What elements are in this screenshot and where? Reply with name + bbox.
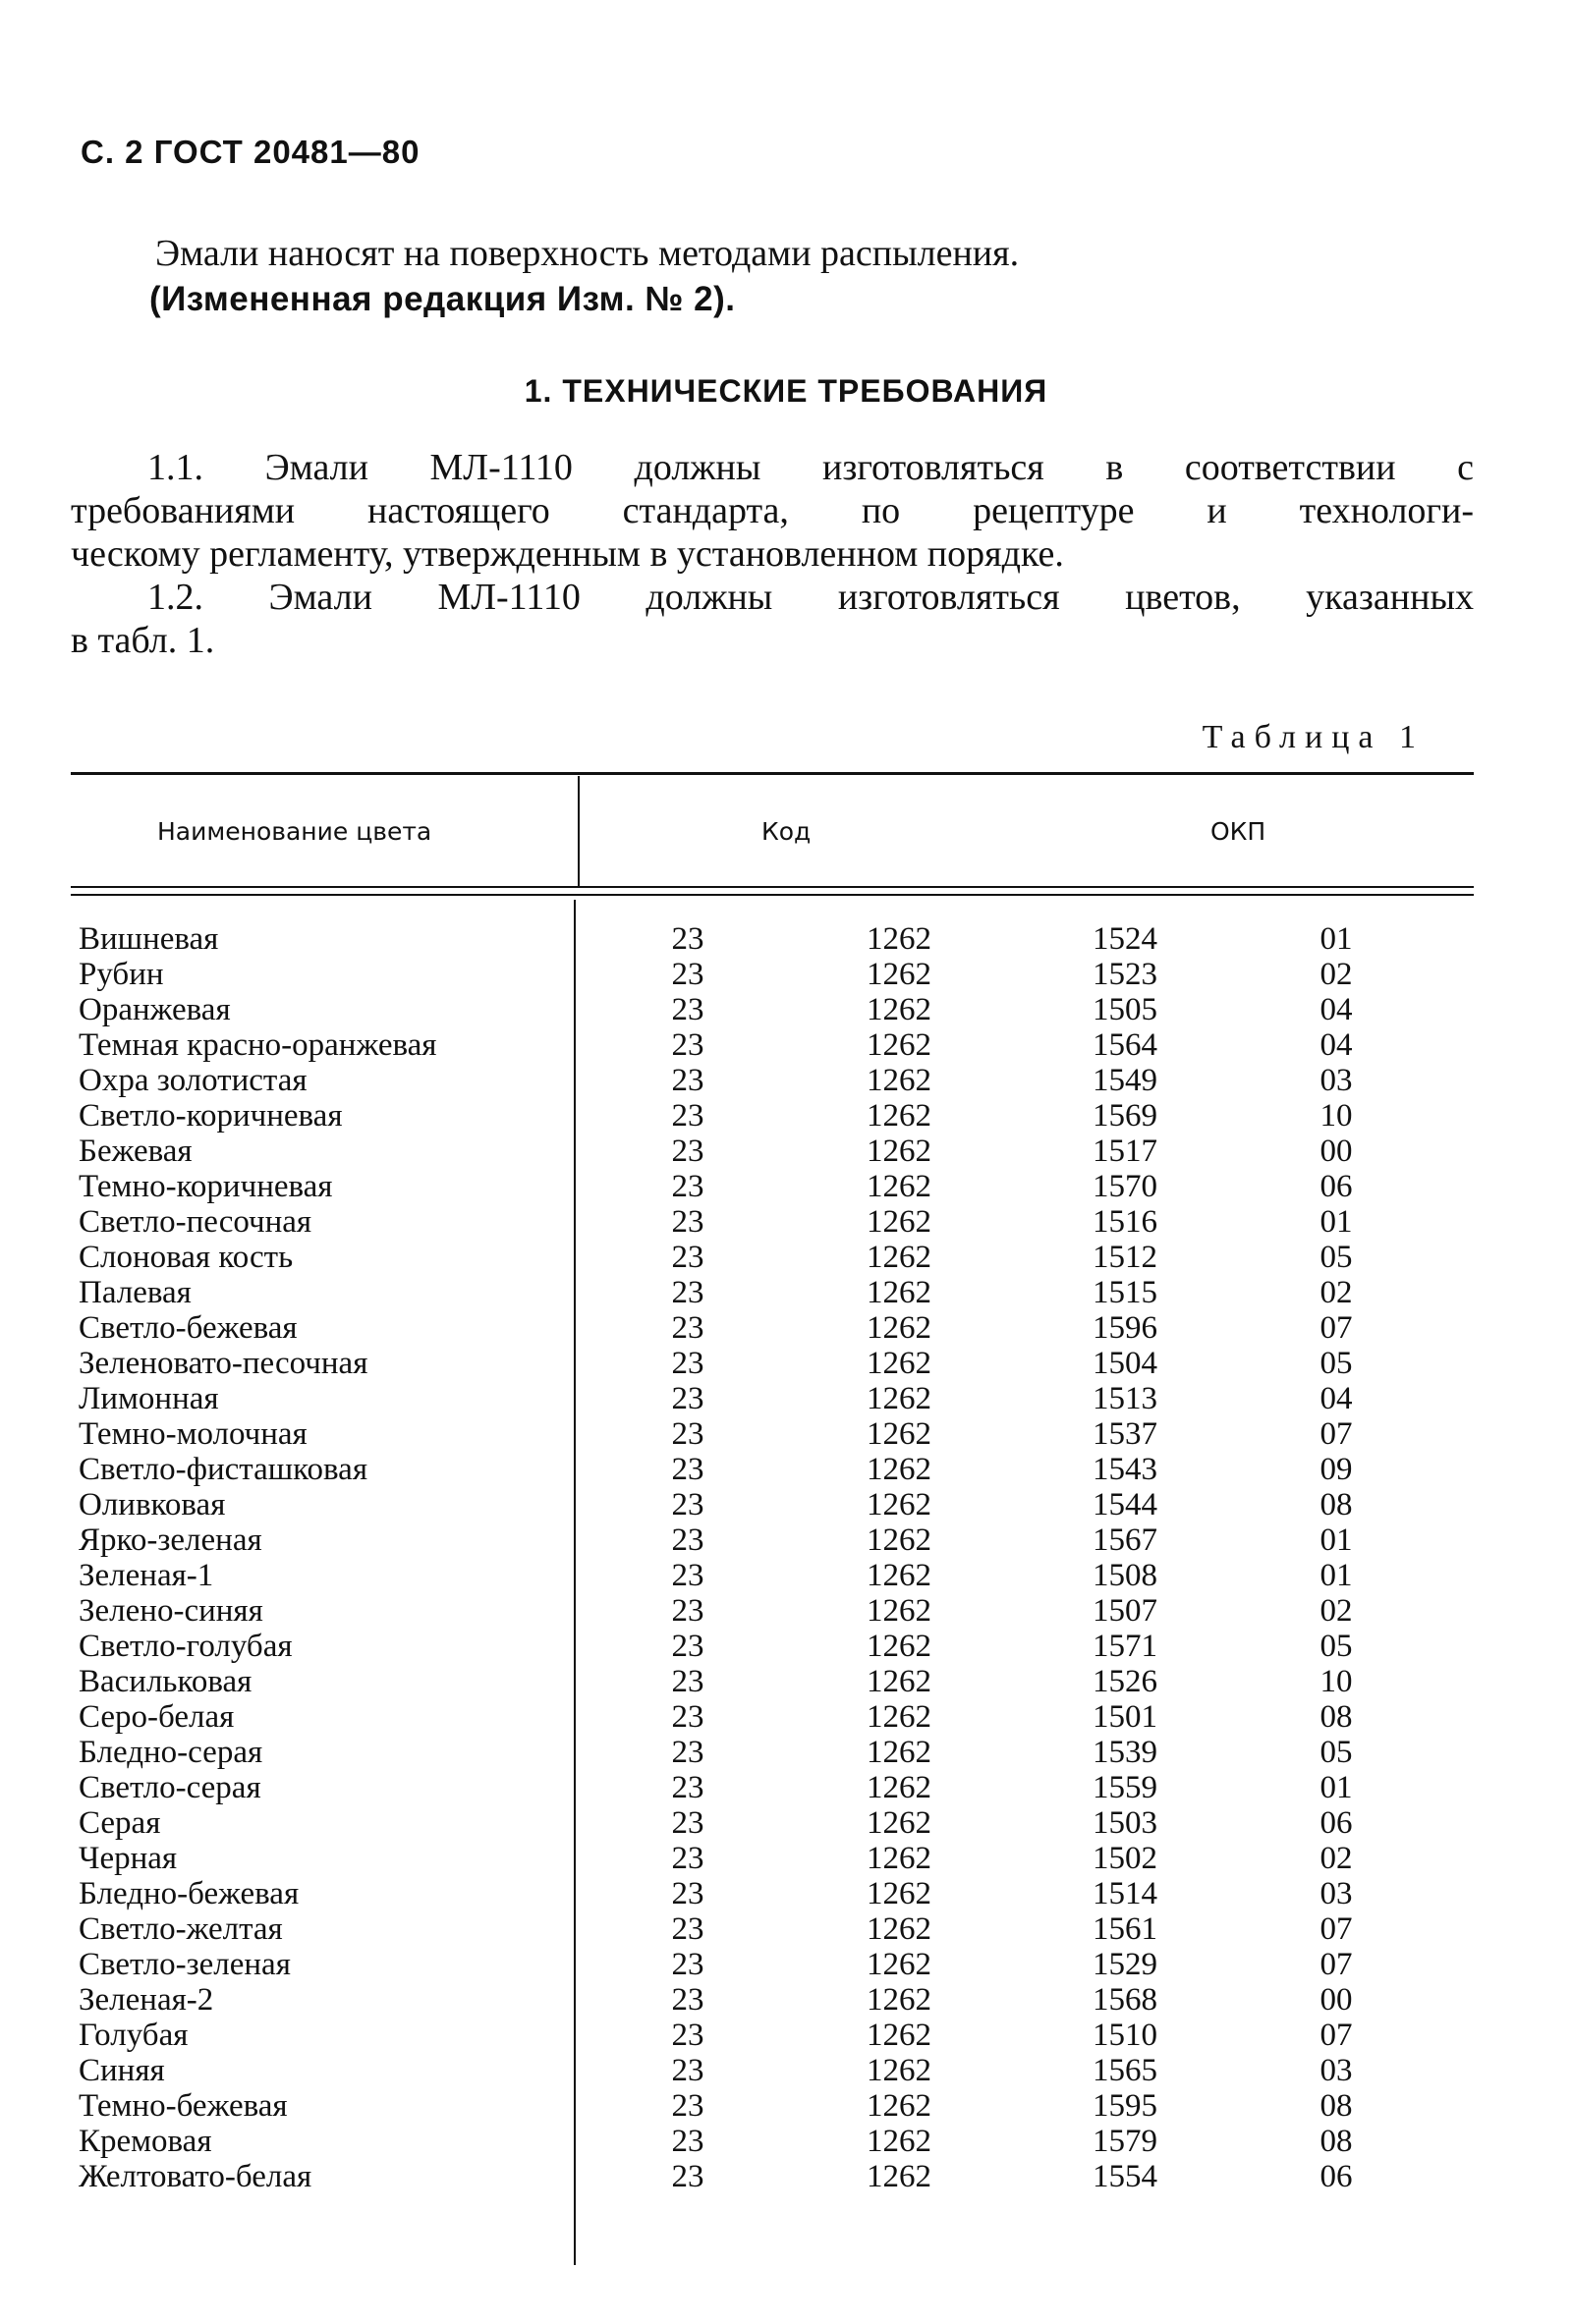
code-part-1: 23	[671, 2124, 704, 2159]
table-row	[79, 1487, 1474, 1522]
okp-part-2: 08	[1319, 2088, 1353, 2124]
okp-part-1: 1516	[1093, 1204, 1157, 1240]
table-row	[79, 1346, 1474, 1381]
okp-part-1: 1508	[1093, 1558, 1157, 1593]
color-name: Палевая	[79, 1275, 192, 1310]
okp-part-2: 01	[1319, 1558, 1353, 1593]
table-row	[79, 1558, 1474, 1593]
code-part-1: 23	[671, 1204, 704, 1240]
okp-part-2: 07	[1319, 2018, 1353, 2053]
code-part-1: 23	[671, 1487, 704, 1522]
okp-part-1: 1539	[1093, 1735, 1157, 1770]
code-part-1: 23	[671, 1346, 704, 1381]
okp-part-2: 04	[1319, 992, 1353, 1027]
code-part-1: 23	[671, 1027, 704, 1063]
code-part-1: 23	[671, 1841, 704, 1876]
code-part-1: 23	[671, 1629, 704, 1664]
okp-part-1: 1559	[1093, 1770, 1157, 1805]
code-part-1: 23	[671, 1134, 704, 1169]
table-row	[79, 1027, 1474, 1063]
okp-part-2: 09	[1319, 1452, 1353, 1487]
code-part-1: 23	[671, 2159, 704, 2194]
clause-1-1-line-3: ческому регламенту, утвержденным в установленном порядке.	[71, 533, 1064, 575]
code-part-1: 23	[671, 1275, 704, 1310]
code-part-2: 1262	[867, 1947, 931, 1982]
color-name: Бежевая	[79, 1134, 193, 1169]
code-part-2: 1262	[867, 1699, 931, 1735]
okp-part-2: 08	[1319, 1699, 1353, 1735]
table-top-rule	[71, 772, 1474, 775]
code-part-2: 1262	[867, 1169, 931, 1204]
color-name: Слоновая кость	[79, 1240, 294, 1275]
code-part-2: 1262	[867, 1310, 931, 1346]
table-row	[79, 1452, 1474, 1487]
code-part-1: 23	[671, 1416, 704, 1452]
section-title: 1. ТЕХНИЧЕСКИЕ ТРЕБОВАНИЯ	[524, 373, 1048, 409]
header-rule-2	[71, 894, 1474, 896]
color-name: Светло-зеленая	[79, 1947, 291, 1982]
okp-part-2: 03	[1319, 1063, 1353, 1098]
table-row	[79, 992, 1474, 1027]
okp-part-1: 1504	[1093, 1346, 1157, 1381]
color-name: Ярко-зеленая	[79, 1522, 262, 1558]
code-part-2: 1262	[867, 2124, 931, 2159]
code-part-2: 1262	[867, 1735, 931, 1770]
okp-part-2: 08	[1319, 1487, 1353, 1522]
table-row	[79, 2088, 1474, 2124]
okp-part-1: 1526	[1093, 1664, 1157, 1699]
code-part-1: 23	[671, 1169, 704, 1204]
code-part-1: 23	[671, 1982, 704, 2018]
color-name: Темно-коричневая	[79, 1169, 333, 1204]
table-rows	[79, 921, 1474, 2194]
header-divider	[578, 776, 580, 886]
okp-part-2: 05	[1319, 1240, 1353, 1275]
okp-part-1: 1512	[1093, 1240, 1157, 1275]
okp-part-2: 01	[1319, 921, 1353, 957]
color-name: Охра золотистая	[79, 1063, 308, 1098]
okp-part-1: 1570	[1093, 1169, 1157, 1204]
color-name: Бледно-бежевая	[79, 1876, 300, 1911]
color-name: Зелено-синяя	[79, 1593, 263, 1629]
okp-part-2: 05	[1319, 1346, 1353, 1381]
table-row	[79, 1911, 1474, 1947]
table-row	[79, 1416, 1474, 1452]
code-part-2: 1262	[867, 992, 931, 1027]
okp-part-1: 1502	[1093, 1841, 1157, 1876]
okp-part-2: 07	[1319, 1416, 1353, 1452]
amendment-note: (Измененная редакция Изм. № 2).	[149, 280, 736, 318]
code-part-2: 1262	[867, 1275, 931, 1310]
header-color-name: Наименование цвета	[157, 817, 432, 846]
okp-part-2: 02	[1319, 957, 1353, 992]
code-part-2: 1262	[867, 1805, 931, 1841]
okp-part-2: 07	[1319, 1310, 1353, 1346]
okp-part-2: 01	[1319, 1770, 1353, 1805]
okp-part-1: 1507	[1093, 1593, 1157, 1629]
okp-part-1: 1513	[1093, 1381, 1157, 1416]
okp-part-1: 1561	[1093, 1911, 1157, 1947]
code-part-1: 23	[671, 1664, 704, 1699]
code-part-1: 23	[671, 1911, 704, 1947]
code-part-2: 1262	[867, 957, 931, 992]
color-name: Темно-бежевая	[79, 2088, 288, 2124]
table-row	[79, 1204, 1474, 1240]
color-name: Светло-голубая	[79, 1629, 293, 1664]
color-name: Лимонная	[79, 1381, 219, 1416]
table-caption: Таблица 1	[1202, 719, 1425, 755]
table-row	[79, 1098, 1474, 1134]
code-part-2: 1262	[867, 921, 931, 957]
okp-part-1: 1568	[1093, 1982, 1157, 2018]
table-row	[79, 2018, 1474, 2053]
okp-part-2: 06	[1319, 1805, 1353, 1841]
okp-part-2: 10	[1319, 1098, 1353, 1134]
color-name: Бледно-серая	[79, 1735, 263, 1770]
okp-part-1: 1567	[1093, 1522, 1157, 1558]
okp-part-1: 1529	[1093, 1947, 1157, 1982]
table-row	[79, 2053, 1474, 2088]
okp-part-1: 1596	[1093, 1310, 1157, 1346]
okp-part-1: 1517	[1093, 1134, 1157, 1169]
code-part-2: 1262	[867, 1982, 931, 2018]
color-name: Оранжевая	[79, 992, 231, 1027]
color-name: Светло-фисташковая	[79, 1452, 368, 1487]
table-row	[79, 1770, 1474, 1805]
color-name: Васильковая	[79, 1664, 253, 1699]
table-row	[79, 1841, 1474, 1876]
okp-part-1: 1537	[1093, 1416, 1157, 1452]
okp-part-1: 1569	[1093, 1098, 1157, 1134]
color-name: Темная красно-оранжевая	[79, 1027, 437, 1063]
okp-part-1: 1515	[1093, 1275, 1157, 1310]
color-name: Голубая	[79, 2018, 189, 2053]
color-name: Светло-бежевая	[79, 1310, 298, 1346]
code-part-2: 1262	[867, 2088, 931, 2124]
code-part-2: 1262	[867, 1770, 931, 1805]
okp-part-2: 05	[1319, 1629, 1353, 1664]
okp-part-2: 07	[1319, 1911, 1353, 1947]
okp-part-1: 1565	[1093, 2053, 1157, 2088]
table-row	[79, 1876, 1474, 1911]
table-row	[79, 1805, 1474, 1841]
okp-part-2: 02	[1319, 1841, 1353, 1876]
color-name: Оливковая	[79, 1487, 226, 1522]
code-part-1: 23	[671, 1876, 704, 1911]
code-part-2: 1262	[867, 1134, 931, 1169]
color-name: Вишневая	[79, 921, 219, 957]
table-row	[79, 1240, 1474, 1275]
okp-part-2: 01	[1319, 1522, 1353, 1558]
code-part-2: 1262	[867, 1558, 931, 1593]
page-header: С. 2 ГОСТ 20481—80	[81, 134, 421, 170]
okp-part-2: 04	[1319, 1027, 1353, 1063]
color-name: Кремовая	[79, 2124, 212, 2159]
color-name: Серая	[79, 1805, 161, 1841]
okp-part-2: 10	[1319, 1664, 1353, 1699]
code-part-2: 1262	[867, 1204, 931, 1240]
code-part-1: 23	[671, 1310, 704, 1346]
code-part-2: 1262	[867, 1841, 931, 1876]
okp-part-1: 1510	[1093, 2018, 1157, 2053]
code-part-1: 23	[671, 2053, 704, 2088]
okp-part-1: 1501	[1093, 1699, 1157, 1735]
okp-part-2: 02	[1319, 1593, 1353, 1629]
code-part-1: 23	[671, 1240, 704, 1275]
code-part-2: 1262	[867, 1240, 931, 1275]
clause-1-1-line-2: требованиями настоящего стандарта, по рецептуре и технологи-	[71, 490, 1474, 531]
okp-part-1: 1503	[1093, 1805, 1157, 1841]
code-part-1: 23	[671, 1452, 704, 1487]
code-part-1: 23	[671, 2018, 704, 2053]
code-part-2: 1262	[867, 2053, 931, 2088]
color-name: Зеленовато-песочная	[79, 1346, 368, 1381]
color-name: Светло-коричневая	[79, 1098, 343, 1134]
okp-part-1: 1571	[1093, 1629, 1157, 1664]
okp-part-1: 1554	[1093, 2159, 1157, 2194]
table-row	[79, 1310, 1474, 1346]
clause-1-2-line-2: в табл. 1.	[71, 620, 215, 661]
code-part-2: 1262	[867, 1911, 931, 1947]
code-part-2: 1262	[867, 1452, 931, 1487]
clause-1-2-line-1: 1.2. Эмали МЛ-1110 должны изготовляться цветов, указанных	[147, 577, 1474, 618]
okp-part-2: 02	[1319, 1275, 1353, 1310]
table-body	[79, 921, 1474, 2194]
code-part-2: 1262	[867, 1593, 931, 1629]
color-name: Серо-белая	[79, 1699, 235, 1735]
okp-part-1: 1514	[1093, 1876, 1157, 1911]
code-part-1: 23	[671, 957, 704, 992]
color-name: Черная	[79, 1841, 178, 1876]
code-part-2: 1262	[867, 1664, 931, 1699]
clause-1-1-line-1: 1.1. Эмали МЛ-1110 должны изготовляться в соответствии с	[147, 447, 1474, 488]
table-row	[79, 1381, 1474, 1416]
code-part-1: 23	[671, 1735, 704, 1770]
code-part-2: 1262	[867, 1416, 931, 1452]
code-part-2: 1262	[867, 1522, 931, 1558]
okp-part-1: 1549	[1093, 1063, 1157, 1098]
okp-part-2: 01	[1319, 1204, 1353, 1240]
header-rule-1	[71, 886, 1474, 888]
code-part-2: 1262	[867, 1876, 931, 1911]
okp-part-2: 07	[1319, 1947, 1353, 1982]
intro-text: Эмали наносят на поверхность методами распыления.	[155, 233, 1020, 274]
table-row	[79, 2124, 1474, 2159]
okp-part-2: 04	[1319, 1381, 1353, 1416]
okp-part-1: 1543	[1093, 1452, 1157, 1487]
code-part-2: 1262	[867, 1629, 931, 1664]
color-name: Светло-желтая	[79, 1911, 283, 1947]
table-row	[79, 2159, 1474, 2194]
okp-part-1: 1524	[1093, 921, 1157, 957]
okp-part-1: 1564	[1093, 1027, 1157, 1063]
okp-part-2: 05	[1319, 1735, 1353, 1770]
code-part-1: 23	[671, 1098, 704, 1134]
code-part-1: 23	[671, 1063, 704, 1098]
code-part-2: 1262	[867, 2159, 931, 2194]
color-name: Зеленая-2	[79, 1982, 214, 2018]
code-part-1: 23	[671, 1947, 704, 1982]
table-row	[79, 1593, 1474, 1629]
okp-part-1: 1595	[1093, 2088, 1157, 2124]
table-row	[79, 1982, 1474, 2018]
code-part-2: 1262	[867, 1063, 931, 1098]
code-part-1: 23	[671, 1699, 704, 1735]
color-name: Светло-песочная	[79, 1204, 312, 1240]
okp-part-1: 1544	[1093, 1487, 1157, 1522]
code-part-2: 1262	[867, 1487, 931, 1522]
code-part-2: 1262	[867, 2018, 931, 2053]
okp-part-1: 1505	[1093, 992, 1157, 1027]
code-part-1: 23	[671, 1593, 704, 1629]
okp-part-1: 1579	[1093, 2124, 1157, 2159]
header-okp: ОКП	[1210, 817, 1266, 846]
okp-part-2: 03	[1319, 2053, 1353, 2088]
table-row	[79, 1134, 1474, 1169]
table-row	[79, 1275, 1474, 1310]
code-part-1: 23	[671, 1522, 704, 1558]
color-name: Темно-молочная	[79, 1416, 308, 1452]
okp-part-2: 00	[1319, 1982, 1353, 2018]
table-row	[79, 1522, 1474, 1558]
okp-part-1: 1523	[1093, 957, 1157, 992]
color-name: Синяя	[79, 2053, 165, 2088]
okp-part-2: 00	[1319, 1134, 1353, 1169]
table-row	[79, 1947, 1474, 1982]
code-part-1: 23	[671, 1381, 704, 1416]
code-part-1: 23	[671, 2088, 704, 2124]
table-row	[79, 957, 1474, 992]
table-row	[79, 1063, 1474, 1098]
code-part-2: 1262	[867, 1381, 931, 1416]
table-row	[79, 921, 1474, 957]
color-name: Светло-серая	[79, 1770, 261, 1805]
table-row	[79, 1169, 1474, 1204]
okp-part-2: 08	[1319, 2124, 1353, 2159]
code-part-1: 23	[671, 992, 704, 1027]
code-part-1: 23	[671, 1558, 704, 1593]
color-name: Рубин	[79, 957, 164, 992]
code-part-1: 23	[671, 1805, 704, 1841]
code-part-1: 23	[671, 1770, 704, 1805]
code-part-2: 1262	[867, 1346, 931, 1381]
table-row	[79, 1629, 1474, 1664]
table-row	[79, 1664, 1474, 1699]
table-row	[79, 1735, 1474, 1770]
header-code: Код	[761, 817, 812, 846]
okp-part-2: 03	[1319, 1876, 1353, 1911]
code-part-1: 23	[671, 921, 704, 957]
okp-part-2: 06	[1319, 1169, 1353, 1204]
code-part-2: 1262	[867, 1098, 931, 1134]
table-row	[79, 1699, 1474, 1735]
okp-part-2: 06	[1319, 2159, 1353, 2194]
code-part-2: 1262	[867, 1027, 931, 1063]
color-name: Зеленая-1	[79, 1558, 214, 1593]
color-name: Желтовато-белая	[79, 2159, 312, 2194]
